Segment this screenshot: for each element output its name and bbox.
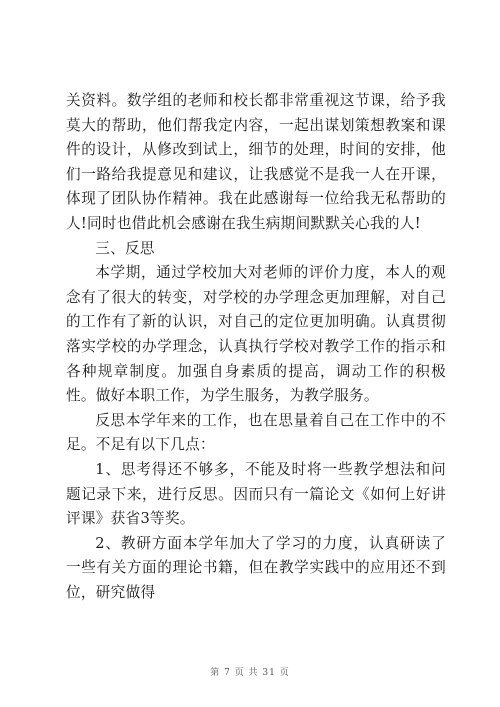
section-heading-reflection: 三、反思	[95, 239, 155, 257]
page-number-footer: 第 7 页 共 31 页	[210, 668, 290, 678]
paragraph-continuation: 关资料。数学组的老师和校长都非常重视这节课，给予我莫大的帮助，他们帮我定内容，一起出谋划策想教案和课件的设计，从修改到试上，细节的处理，时间的安排，他们一路给我提意见和建议，让我感觉不是我一人在开课，体现了团队协作精神。我在此感谢每一位给我无私帮助的人!同时也借此机会感谢在我生病期间默默关心我的人!	[66, 92, 446, 232]
paragraph-reflection-intro: 本学期，通过学校加大对老师的评价力度，本人的观念有了很大的转变，对学校的办学理念更加理解，对自己的工作有了新的认识，对自己的定位更加明确。认真贯彻落实学校的办学理念，认真执行学校对教学工作的指示和各种规章制度。加强自身素质的提高，调动工作的积极性。做好本职工作，为学生服务，为教学服务。	[66, 264, 446, 405]
paragraph-shortcoming-2: 2、教研方面本学年加大了学习的力度，认真研读了一些有关方面的理论书籍，但在教学实践中的应用还不到位，研究做得	[66, 534, 446, 601]
paragraph-shortcoming-1: 1、思考得还不够多，不能及时将一些教学想法和问题记录下来，进行反思。因而只有一篇论文《如何上好讲评课》获省3等奖。	[66, 460, 446, 528]
paragraph-shortcomings-intro: 反思本学年来的工作，也在思量着自己在工作中的不足。不足有以下几点：	[66, 411, 446, 454]
document-body	[66, 89, 446, 605]
